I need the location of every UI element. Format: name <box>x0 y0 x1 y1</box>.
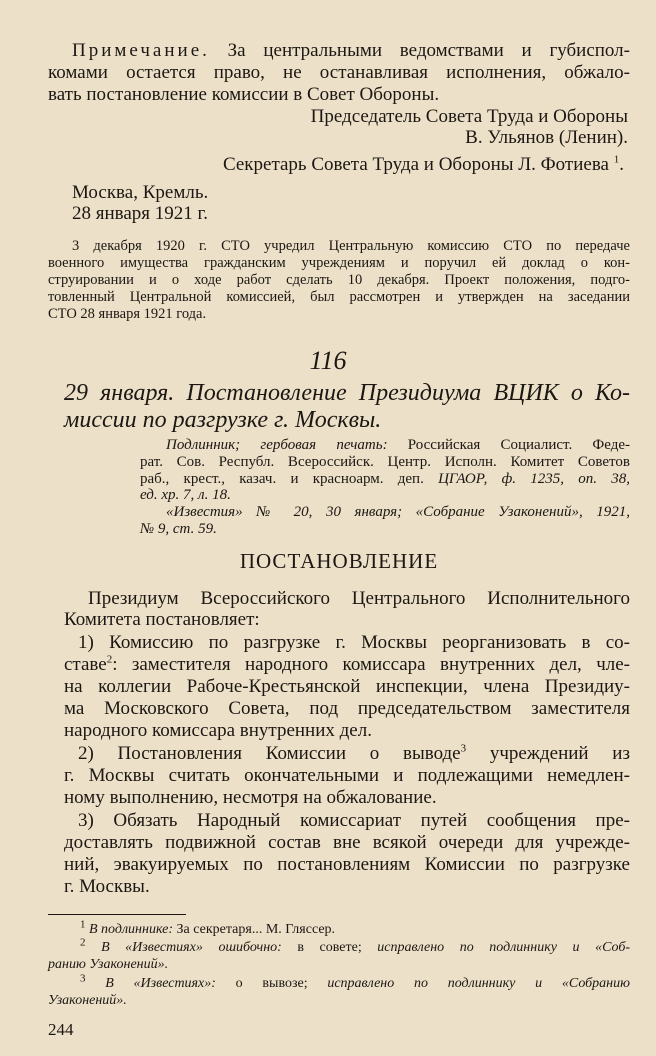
place: Москва, Кремль. <box>72 182 209 203</box>
footnote-ref-3: 3 <box>460 742 467 755</box>
note-line-1: Примечание. За центральными ведомствами и губиспол- <box>72 40 630 61</box>
p1-line-4: ма Московского Совета, под председательством заместителя <box>64 698 630 719</box>
p3-line-1: 3) Обязать Народный комиссариат путей сообщения пре- <box>78 810 630 831</box>
commentary-line-1: 3 декабря 1920 г. СТО учредил Центральную комиссию СТО по передаче <box>72 238 630 254</box>
secretary-signature: Секретарь Совета Труда и Обороны Л. Фотиева $^1$. <box>222 153 624 175</box>
commentary-line-5: СТО 28 января 1921 года. <box>48 306 207 322</box>
p1-line-5: народного комиссара внутренних дел. <box>64 720 372 741</box>
p1-line-1: 1) Комиссию по разгрузке г. Москвы реорганизовать в со- <box>78 632 630 653</box>
footnote-ref-1: 1 <box>613 153 620 166</box>
p1-line-2: ставе$^2$: заместителя народного комиссара внутренних дел, чле- <box>64 653 630 675</box>
note-line-2: комами остается право, не останавливая исполнения, обжало- <box>48 62 630 83</box>
page-number: 244 <box>48 1020 74 1039</box>
note-line-3: вать постановление комиссии в Совет Обороны. <box>48 84 440 105</box>
p3-line-2: доставлять подвижной состав вне всякой очереди для учрежде- <box>64 832 630 853</box>
p2-line-1: 2) Постановления Комиссии о выводе$^3$ учреждений из <box>78 742 630 764</box>
source-line-1: Подлинник; гербовая печать: Российская Социалист. Феде- <box>166 437 631 453</box>
commentary-line-2: военного имущества гражданским учреждениям и поручил ей доклад о кон- <box>48 255 630 271</box>
p1-line-3: на коллегии Рабоче-Крестьянской инспекции, члена Президиу- <box>64 676 630 697</box>
intro-line-1: Президиум Всероссийского Центрального Исполнительного <box>88 588 630 609</box>
p3-line-4: г. Москвы. <box>64 876 150 897</box>
source-line-5: «Известия» № 20, 30 января; «Собрание Узаконений», 1921, <box>166 504 630 520</box>
chair-title: Председатель Совета Труда и Обороны <box>310 106 628 127</box>
intro-line-2: Комитета постановляет: <box>64 609 260 630</box>
chair-name: В. Ульянов (Ленин). <box>465 127 628 148</box>
note-label: Примечание. <box>72 40 210 61</box>
date: 28 января 1921 г. <box>72 203 208 224</box>
source-line-6: № 9, ст. 59. <box>140 521 217 537</box>
heading-line-1: 29 января. Постановление Президиума ВЦИК о Ко- <box>64 380 630 406</box>
commentary-line-3: струировании и о ходе работ сделать 10 декабря. Проект положения, подго- <box>48 272 630 288</box>
footnote-divider <box>48 914 186 915</box>
footnote-ref-2: 2 <box>106 653 113 666</box>
footnote-3: $^3$ В «Известиях»: о вывозе; исправлено по подлиннику и «Собранию <box>80 972 630 991</box>
footnote-3-cont: Узаконений». <box>48 993 127 1008</box>
source-line-2: рат. Сов. Республ. Всероссийск. Центр. Исполн. Комитет Советов <box>140 454 630 470</box>
p2-line-3: ному выполнению, несмотря на обжалование. <box>64 787 437 808</box>
p3-line-3: ний, эвакуируемых по постановлениям Комиссии по разгрузке <box>64 854 630 875</box>
source-line-3: раб., крест., казач. и красноарм. деп. ЦГАОР, ф. 1235, оп. 38, <box>140 471 630 487</box>
footnote-1: $^1$ В подлиннике: За секретаря... М. Гляссер. <box>80 918 336 937</box>
p2-line-2: г. Москвы считать окончательными и подлежащими немедлен- <box>64 765 630 786</box>
document-number: 116 <box>309 346 347 375</box>
footnote-2-cont: ранию Узаконений». <box>48 957 169 972</box>
commentary-line-4: товленный Центральной комиссией, был рассмотрен и утвержден на заседании <box>48 289 630 305</box>
document-title: ПОСТАНОВЛЕНИЕ <box>239 549 439 573</box>
footnote-2: $^2$ В «Известиях» ошибочно: в совете; исправлено по подлиннику и «Соб- <box>80 936 631 955</box>
heading-line-2: миссии по разгрузке г. Москвы. <box>64 407 382 433</box>
source-line-4: ед. хр. 7, л. 18. <box>140 487 231 503</box>
